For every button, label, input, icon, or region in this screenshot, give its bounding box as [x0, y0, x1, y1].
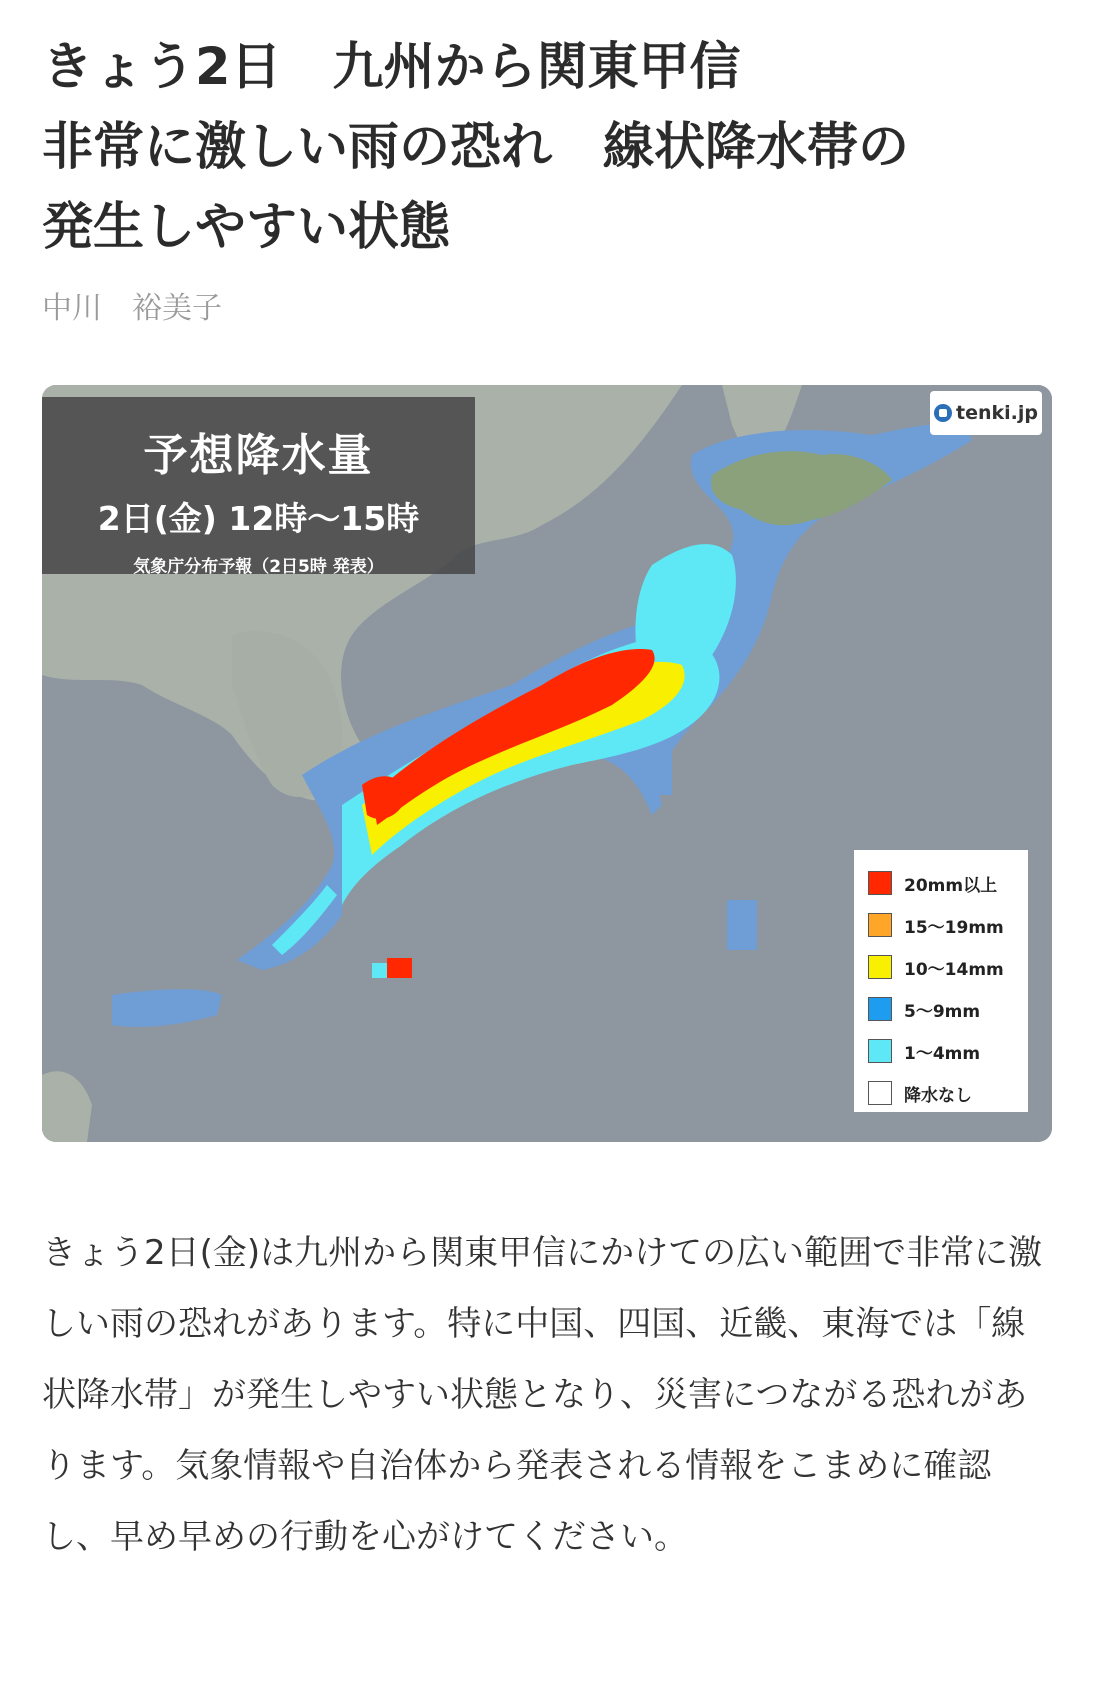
- tenki-logo: [930, 391, 1042, 435]
- headline-line-3: 発生しやすい状態: [42, 198, 451, 257]
- legend-item: [868, 1072, 1014, 1114]
- rainfall-forecast-map[interactable]: [42, 385, 1052, 1142]
- legend-label: 降水なし: [904, 1085, 972, 1106]
- legend-item: [868, 904, 1014, 946]
- tenki-brand-text: tenki.jp: [956, 402, 1038, 424]
- author-name[interactable]: 中川 裕美子: [42, 291, 222, 326]
- legend-item: [868, 988, 1014, 1030]
- map-title-panel: [42, 397, 475, 577]
- legend-swatch: [868, 997, 892, 1021]
- daito-rain: [387, 958, 412, 978]
- island-halo: [727, 900, 757, 950]
- legend-swatch: [868, 955, 892, 979]
- legend-label: 5〜9mm: [904, 1001, 981, 1022]
- legend-item: [868, 1030, 1014, 1072]
- legend-label: 10〜14mm: [904, 959, 1004, 980]
- legend-swatch: [868, 871, 892, 895]
- article-body: きょう2日(金)は九州から関東甲信にかけての広い範囲で非常に激しい雨の恐れがあります。特に中国、四国、近畿、東海では「線状降水帯」が発生しやすい状態となり、災害につながる恐れがあります。気象情報や自治体から発表される情報をこまめに確認し、早め早めの行動を心がけてください。: [42, 1233, 1043, 1557]
- legend-item: [868, 862, 1014, 904]
- tenki-logo-icon: [934, 404, 952, 422]
- article-headline: [42, 28, 1052, 268]
- legend-swatch: [868, 913, 892, 937]
- daito-light-rain: [372, 963, 387, 978]
- legend-item: [868, 946, 1014, 988]
- legend-swatch: [868, 1039, 892, 1063]
- legend-label: 15〜19mm: [904, 917, 1004, 938]
- headline-line-2: 非常に激しい雨の恐れ 線状降水帯の: [42, 118, 910, 177]
- headline-line-1: きょう2日 九州から関東甲信: [42, 38, 741, 97]
- rainfall-legend: [854, 850, 1028, 1112]
- legend-label: 1〜4mm: [904, 1043, 981, 1064]
- map-title: 予想降水量: [143, 430, 374, 481]
- legend-label: 20mm以上: [904, 875, 998, 896]
- honshu-halo-south: [642, 745, 672, 795]
- map-issued-note: 気象庁分布予報（2日5時 発表）: [133, 557, 384, 577]
- map-time-range: 2日(金) 12時〜15時: [97, 499, 420, 538]
- legend-swatch: [868, 1081, 892, 1105]
